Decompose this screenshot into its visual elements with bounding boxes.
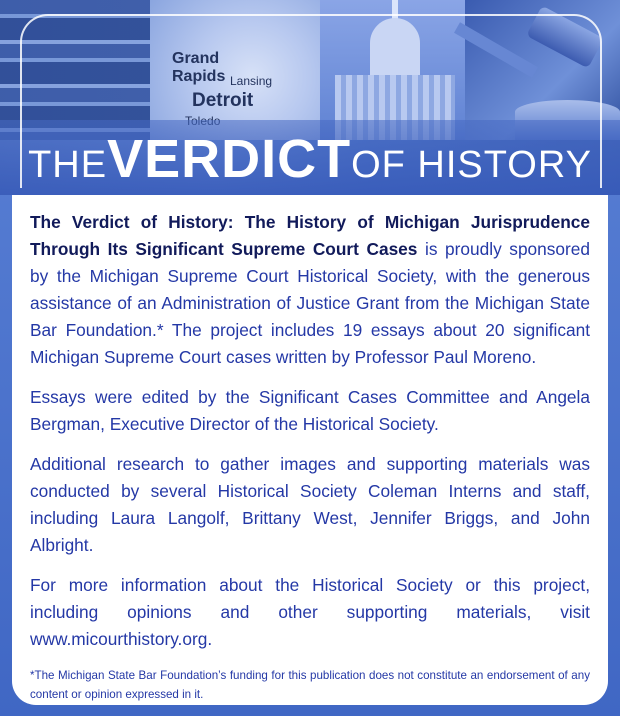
map-label-grand: Grand	[172, 50, 220, 67]
map-label-detroit: Detroit	[192, 90, 254, 111]
publication-title: The Verdict of History: The History of Michigan Jurisprudence Through Its Significant Supreme Court Cases	[30, 212, 590, 259]
header-banner	[0, 0, 620, 195]
intro-text: is proudly sponsored by the Michigan Supreme Court Historical Society, with the generous assistance of an Administration of Justice Grant from the Michigan State Bar Foundation.* The project includes 19 essays about 20 significant Michigan Supreme Court cases written by Professor Paul Moreno.	[30, 239, 591, 367]
page-title	[0, 128, 620, 190]
books-image	[0, 0, 150, 140]
research-paragraph: Additional research to gather images and supporting materials was conducted by several Historical Society Coleman Interns and staff, including Laura Langolf, Brittany West, Jennifer Briggs, and John Albright.	[30, 454, 590, 555]
capitol-dome	[370, 18, 420, 78]
michigan-map-image	[150, 0, 320, 140]
title-prefix: THE	[28, 144, 108, 186]
title-suffix: OF HISTORY	[351, 144, 592, 186]
editors-paragraph: Essays were edited by the Significant Cases Committee and Angela Bergman, Executive Director of the Historical Society.	[30, 387, 590, 434]
map-label-rapids: Rapids	[172, 68, 226, 85]
more-info-paragraph: For more information about the Historical Society or this project, including opinions and other supporting materials, visit www.micourthistory.org.	[30, 575, 590, 649]
footnote: *The Michigan State Bar Foundation’s funding for this publication does not constitute an endorsement of any content or opinion expressed in it.	[30, 669, 590, 701]
intro-paragraph	[30, 209, 590, 371]
content-panel	[12, 195, 608, 705]
title-main: VERDICT	[107, 129, 352, 189]
map-label-lansing: Lansing	[230, 74, 273, 88]
